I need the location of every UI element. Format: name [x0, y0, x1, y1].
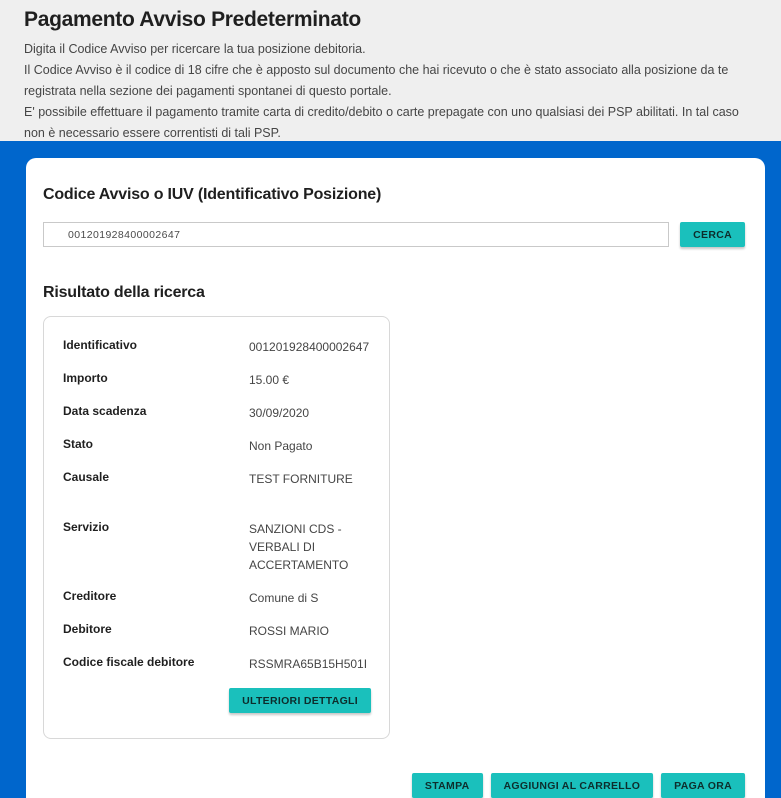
field-row-data-scadenza	[63, 404, 371, 422]
details-row	[63, 688, 371, 713]
description-line-2: Il Codice Avviso è il codice di 18 cifre che è apposto sul documento che hai ricevuto o che è stato associato alla posizione da te registrata nella sezione dei pagamenti spontanei di questo portale.	[24, 63, 729, 98]
paga-ora-button[interactable]: PAGA ORA	[661, 773, 745, 798]
field-label: Identificativo	[63, 338, 138, 352]
codice-avviso-label: Codice Avviso o IUV (Identificativo Posizione)	[43, 186, 382, 203]
field-label: Stato	[63, 437, 93, 451]
content-panel	[0, 141, 781, 798]
field-row-servizio	[63, 520, 371, 574]
field-value: SANZIONI CDS - VERBALI DI ACCERTAMENTO	[249, 522, 349, 572]
field-value: RSSMRA65B15H501I	[249, 657, 368, 671]
results-heading: Risultato della ricerca	[43, 284, 205, 301]
field-row-codice-fiscale	[63, 655, 371, 673]
field-label: Causale	[63, 470, 110, 484]
field-label: Debitore	[63, 622, 112, 636]
field-value: TEST FORNITURE	[249, 472, 353, 486]
cerca-button[interactable]: CERCA	[680, 222, 745, 247]
payment-card	[26, 158, 765, 798]
actions-row	[43, 773, 745, 798]
field-row-causale	[63, 470, 371, 488]
field-value: ROSSI MARIO	[249, 624, 330, 638]
field-value: Comune di S	[249, 591, 319, 605]
page-description	[24, 39, 757, 144]
field-label: Importo	[63, 371, 108, 385]
search-row	[43, 222, 745, 247]
stampa-button[interactable]: STAMPA	[412, 773, 483, 798]
field-value: 15.00 €	[249, 373, 290, 387]
page-title: Pagamento Avviso Predeterminato	[24, 8, 361, 31]
field-value: 30/09/2020	[249, 406, 310, 420]
page-header	[0, 0, 781, 141]
ulteriori-dettagli-button[interactable]: ULTERIORI DETTAGLI	[229, 688, 371, 713]
field-value: Non Pagato	[249, 439, 313, 453]
codice-avviso-input[interactable]	[43, 222, 669, 247]
field-row-stato	[63, 437, 371, 455]
aggiungi-al-carrello-button[interactable]: AGGIUNGI AL CARRELLO	[491, 773, 654, 798]
field-label: Creditore	[63, 589, 117, 603]
field-row-creditore	[63, 589, 371, 607]
field-row-debitore	[63, 622, 371, 640]
description-line-1: Digita il Codice Avviso per ricercare la tua posizione debitoria.	[24, 42, 366, 56]
field-value: 001201928400002647	[249, 340, 370, 354]
field-label: Servizio	[63, 520, 110, 534]
field-row-identificativo	[63, 338, 371, 356]
field-row-importo	[63, 371, 371, 389]
result-box	[43, 316, 390, 739]
description-line-3: E' possibile effettuare il pagamento tramite carta di credito/debito o carte prepagate con uno qualsiasi dei PSP abilitati. In tal caso non è necessario essere correntisti di tali PSP.	[24, 105, 739, 140]
field-label: Codice fiscale debitore	[63, 655, 195, 669]
field-label: Data scadenza	[63, 404, 147, 418]
